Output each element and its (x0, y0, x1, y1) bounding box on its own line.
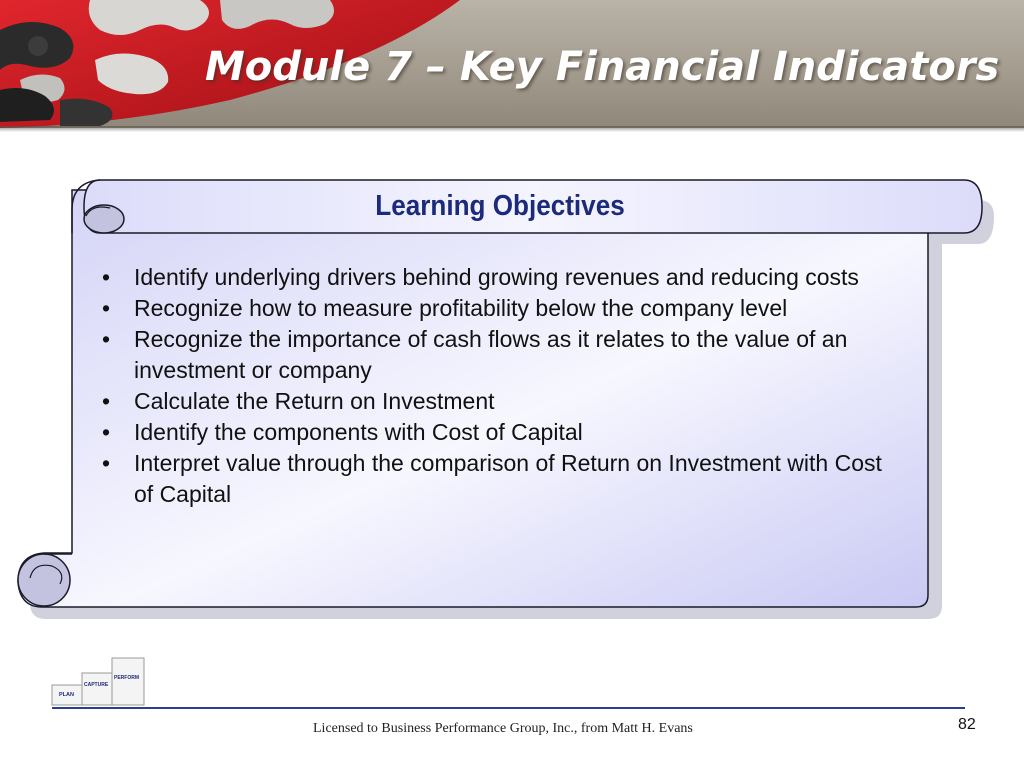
page-number: 82 (958, 716, 976, 733)
objective-text: Calculate the Return on Investment (134, 388, 495, 414)
bullet-icon: • (102, 326, 111, 352)
plan-capture-perform-logo (50, 655, 150, 707)
license-text: Licensed to Business Performance Group, Inc., from Matt H. Evans (313, 721, 693, 736)
bullet-icon: • (102, 419, 111, 445)
objective-text: Interpret value through the comparison of Return on Investment with Cost of Capital (134, 450, 882, 507)
list-item (102, 448, 892, 510)
objective-text: Recognize how to measure profitability below the company level (134, 295, 788, 321)
objective-text: Recognize the importance of cash flows as it relates to the value of an investment or company (134, 326, 848, 383)
list-item (102, 324, 892, 386)
objective-text: Identify underlying drivers behind growing revenues and reducing costs (134, 264, 859, 290)
logo-step-capture: CAPTURE (84, 682, 109, 688)
logo-step-perform: PERFORM (114, 675, 139, 681)
header-banner (0, 0, 1024, 128)
list-item (102, 386, 892, 417)
bullet-icon: • (102, 388, 111, 414)
objective-text: Identify the components with Cost of Capital (134, 419, 583, 445)
list-item (102, 293, 892, 324)
logo-step-plan: PLAN (59, 692, 74, 698)
header-shadow (0, 126, 1024, 132)
slide-title: Module 7 – Key Financial Indicators (205, 44, 1000, 90)
bullet-icon: • (102, 264, 111, 290)
list-item (102, 262, 892, 293)
footer-rule (52, 707, 965, 709)
objectives-list (102, 262, 892, 510)
scroll-heading: Learning Objectives (375, 190, 625, 222)
bullet-icon: • (102, 450, 111, 476)
list-item (102, 417, 892, 448)
bullet-icon: • (102, 295, 111, 321)
